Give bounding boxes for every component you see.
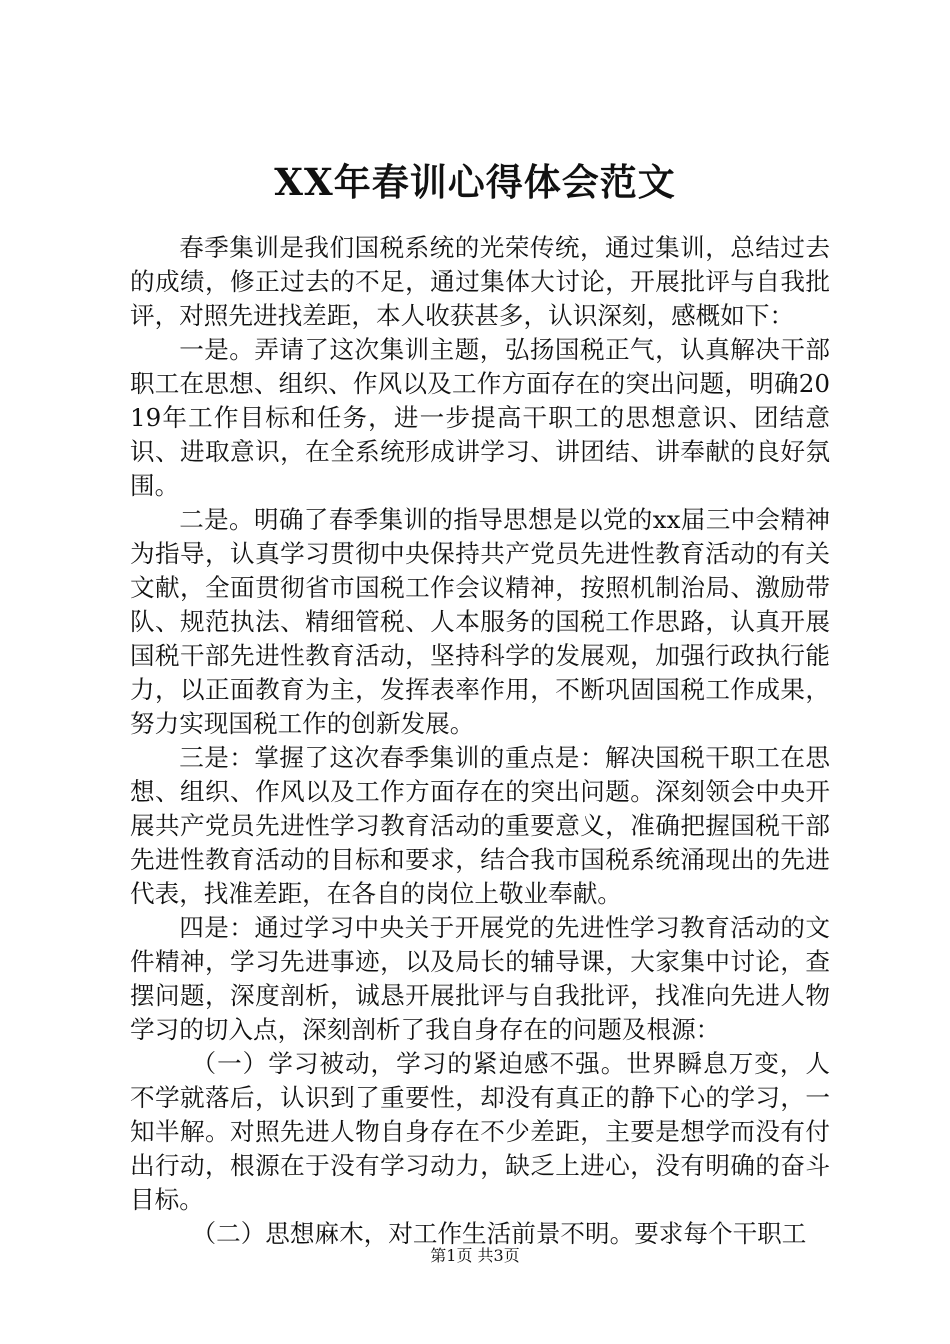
paragraph-sub-2: （二）思想麻木，对工作生活前景不明。要求每个干职工	[191, 1219, 807, 1248]
document-body	[130, 231, 830, 1251]
page-number-footer: 第1页 共3页	[430, 1246, 520, 1265]
paragraph-sub-1: （一）学习被动，学习的紧迫感不强。世界瞬息万变，人不学就落后，认识到了重要性，却没有真正的静下心的学习，一知半解。对照先进人物自身存在不少差距，主要是想学而没有付出行动，根源在于没有学习动力，缺乏上进心，没有明确的奋斗目标。	[130, 1049, 830, 1214]
paragraph-point-3: 三是：掌握了这次春季集训的重点是：解决国税干职工在思想、组织、作风以及工作方面存在的突出问题。深刻领会中央开展共产党员先进性学习教育活动的重要意义，准确把握国税干部先进性教育活动的目标和要求，结合我市国税系统涌现出的先进代表，找准差距，在各自的岗位上敬业奉献。	[130, 743, 830, 908]
paragraph-intro: 春季集训是我们国税系统的光荣传统，通过集训，总结过去的成绩，修正过去的不足，通过集体大讨论，开展批评与自我批评，对照先进找差距，本人收获甚多，认识深刻，感概如下：	[130, 233, 830, 330]
document-title: XX年春训心得体会范文	[274, 160, 676, 204]
paragraph-point-1: 一是。弄请了这次集训主题，弘扬国税正气，认真解决干部职工在思想、组织、作风以及工作方面存在的突出问题，明确2019年工作目标和任务，进一步提高干职工的思想意识、团结意识、进取意识，在全系统形成讲学习、讲团结、讲奉献的良好氛围。	[130, 335, 830, 500]
paragraph-point-2: 二是。明确了春季集训的指导思想是以党的xx届三中会精神为指导，认真学习贯彻中央保持共产党员先进性教育活动的有关文献，全面贯彻省市国税工作会议精神，按照机制治局、激励带队、规范执法、精细管税、人本服务的国税工作思路，认真开展国税干部先进性教育活动，坚持科学的发展观，加强行政执行能力，以正面教育为主，发挥表率作用，不断巩固国税工作成果，努力实现国税工作的创新发展。	[130, 505, 830, 738]
paragraph-point-4: 四是：通过学习中央关于开展党的先进性学习教育活动的文件精神，学习先进事迹，以及局长的辅导课，大家集中讨论，查摆问题，深度剖析，诚恳开展批评与自我批评，找准向先进人物学习的切入点，深刻剖析了我自身存在的问题及根源：	[130, 913, 830, 1044]
